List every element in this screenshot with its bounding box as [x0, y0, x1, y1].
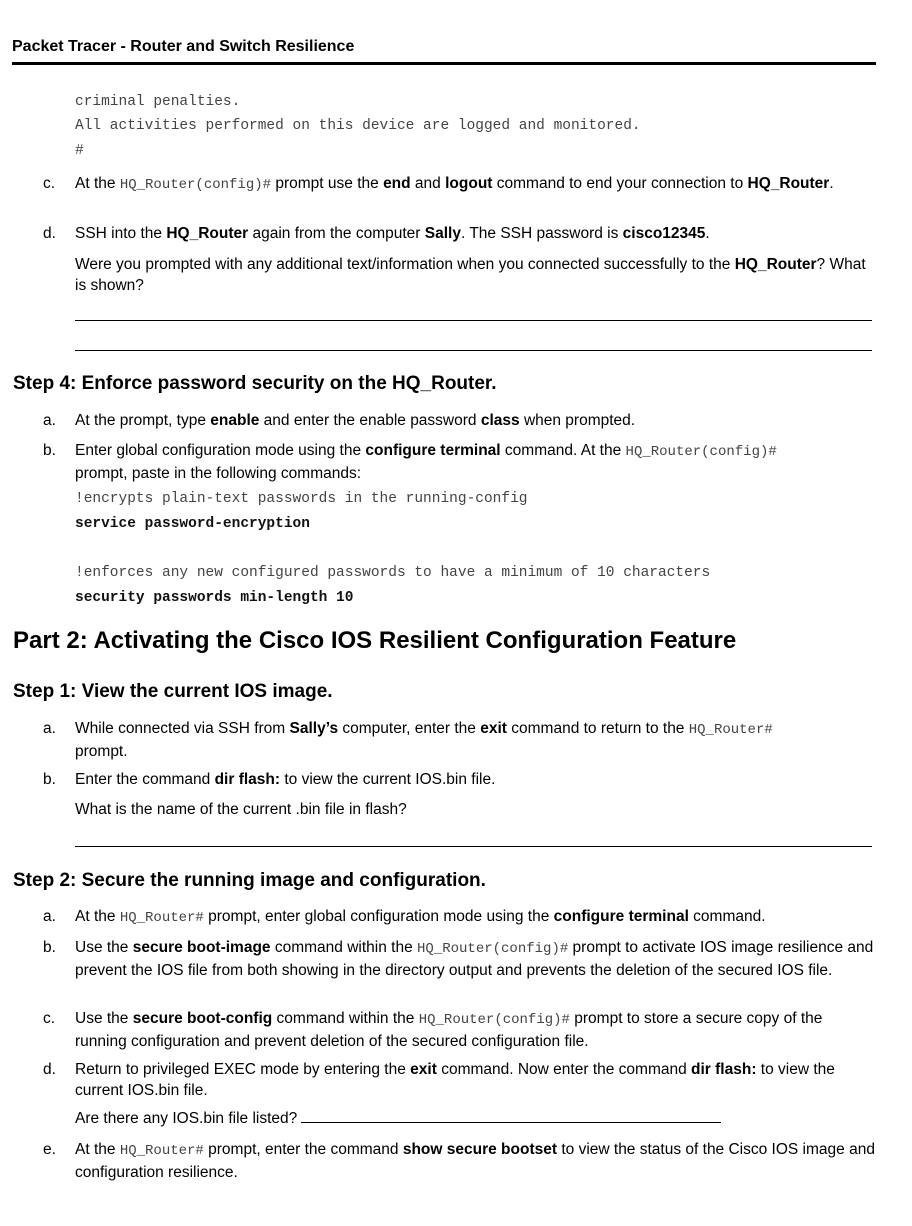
item-label: b. [43, 939, 56, 956]
item-label: c. [43, 175, 56, 192]
item-label: b. [43, 771, 56, 788]
question-text: Were you prompted with any additional text/information when you connected successfully to the HQ_Router? What is shown? [75, 256, 866, 294]
step-heading: Step 1: View the current IOS image. [13, 681, 333, 702]
answer-line[interactable] [75, 846, 872, 847]
part-heading: Part 2: Activating the Cisco IOS Resilient Configuration Feature [13, 627, 737, 654]
item-text: At the HQ_Router# prompt, enter the command show secure bootset to view the status of the Cisco IOS image and configuration resilience. [75, 1141, 875, 1181]
item-label: e. [43, 1141, 56, 1158]
page-header-title: Packet Tracer - Router and Switch Resilience [12, 38, 355, 55]
item-label: b. [43, 442, 56, 459]
step-heading: Step 4: Enforce password security on the HQ_Router. [13, 373, 497, 394]
step-heading: Step 2: Secure the running image and configuration. [13, 870, 486, 891]
code-line: security passwords min-length 10 [75, 590, 354, 606]
header-rule [12, 62, 876, 65]
item-text: Return to privileged EXEC mode by entering the exit command. Now enter the command dir flash: to view the current IOS.bin file. [75, 1061, 835, 1099]
question-text: What is the name of the current .bin file in flash? [75, 801, 407, 818]
code-line: service password-encryption [75, 516, 310, 532]
item-text: Use the secure boot-config command within the HQ_Router(config)# prompt to store a secure copy of the running configuration and prevent deletion of the secured configuration file. [75, 1010, 823, 1050]
item-text: At the prompt, type enable and enter the enable password class when prompted. [75, 412, 636, 429]
code-line: # [75, 143, 84, 159]
item-text: SSH into the HQ_Router again from the computer Sally. The SSH password is cisco12345. [75, 225, 710, 242]
answer-line[interactable] [301, 1108, 721, 1123]
item-label: d. [43, 225, 56, 242]
item-label: a. [43, 720, 56, 737]
item-text: Enter the command dir flash: to view the current IOS.bin file. [75, 771, 496, 788]
code-line: !enforces any new configured passwords to have a minimum of 10 characters [75, 565, 711, 581]
code-line: !encrypts plain-text passwords in the running-config [75, 491, 528, 507]
item-label: a. [43, 908, 56, 925]
item-label: d. [43, 1061, 56, 1078]
answer-line[interactable] [75, 320, 872, 321]
item-text: At the HQ_Router# prompt, enter global configuration mode using the configure terminal command. [75, 908, 766, 926]
code-line: All activities performed on this device are logged and monitored. [75, 118, 641, 134]
item-text: While connected via SSH from Sally’s computer, enter the exit command to return to the HQ_Router# prompt. [75, 720, 773, 760]
question-text: Are there any IOS.bin file listed? [75, 1108, 875, 1129]
item-text: At the HQ_Router(config)# prompt use the end and logout command to end your connection to HQ_Router. [75, 175, 834, 193]
answer-line[interactable] [75, 350, 872, 351]
item-label: c. [43, 1010, 56, 1027]
item-label: a. [43, 412, 56, 429]
item-text: Use the secure boot-image command within the HQ_Router(config)# prompt to activate IOS image resilience and prevent the IOS file from both showing in the directory output and prevents the deletion of the secured IOS file. [75, 939, 874, 979]
code-line: criminal penalties. [75, 94, 241, 110]
item-text: Enter global configuration mode using the configure terminal command. At the HQ_Router(config)# prompt, paste in the following commands: [75, 442, 777, 482]
